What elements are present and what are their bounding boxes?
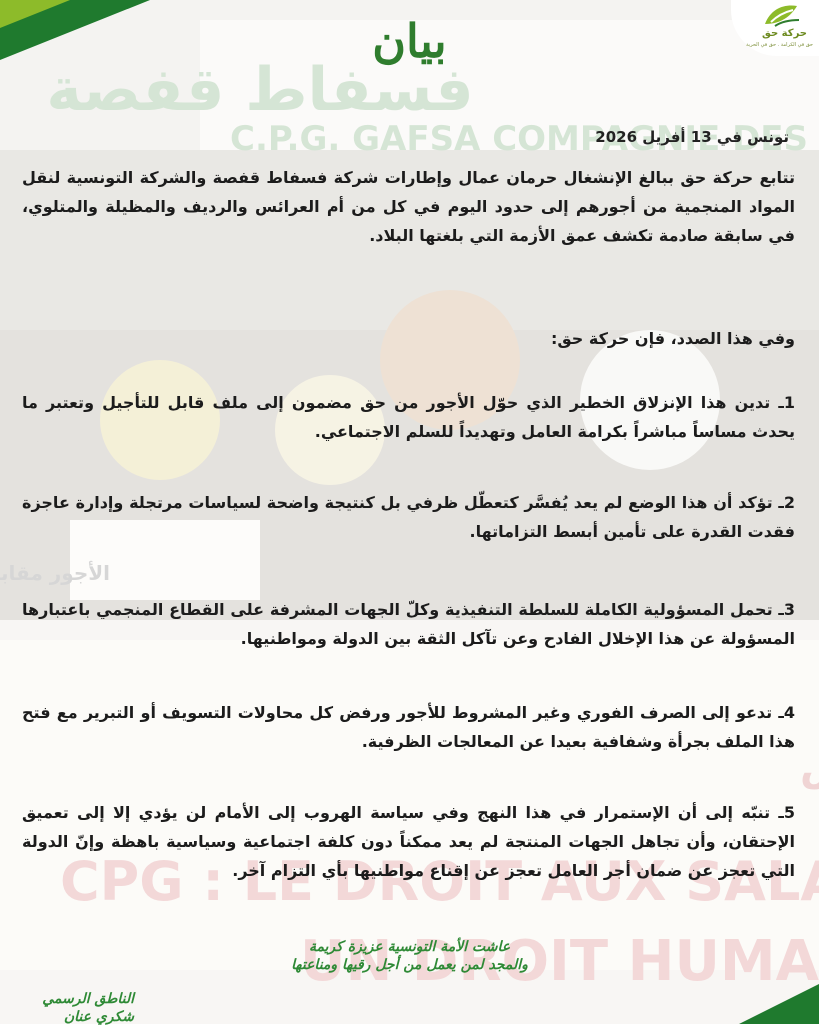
leaf-logo-icon <box>761 2 801 28</box>
corner-decoration-top-left <box>0 0 150 60</box>
lead-sentence: وفي هذا الصدد، فإن حركة حق: <box>550 329 795 348</box>
corner-decoration-bottom-right <box>739 984 819 1024</box>
closing-line-1: عاشت الأمة التونسية عزيزة كريمة <box>308 939 511 955</box>
closing-line-2: والمجد لمن يعمل من أجل رقيها ومناعتها <box>291 957 528 973</box>
intro-paragraph: تتابع حركة حق ببالغ الإنشغال حرمان عمال وإطارات شركة فسفاط قفصة والشركة التونسية لنقل المواد المنجمية من أجورهم إلى حدود اليوم في كل من أم العرائس والرديف والمظيلة والمتلوي، في سابقة صادمة تكشف عمق الأزمة التي بلغتها البلاد. <box>22 168 795 245</box>
point-1: 1ـ تدين هذا الإنزلاق الخطير الذي حوّل الأجور من حق مضمون إلى ملف قابل للتأجيل وتعتبر ما يحدث مساساً مباشراً بكرامة العامل وتهديداً للسلم الاجتماعي. <box>22 393 795 441</box>
point-5: 5ـ تنبّه إلى أن الإستمرار في هذا النهج وفي سياسة الهروب إلى الأمام لن يؤدي إلا إلى تعميق الإحتقان، وأن تجاهل الجهات المنتجة لم يعد ممكناً دون كلفة اجتماعية وسياسية باهظة وإنّ الدولة التي تعجز عن ضمان أجر العامل تعجز عن إقناع مواطنيها بأي التزام آخر. <box>22 803 795 880</box>
point-3: 3ـ تحمل المسؤولية الكاملة للسلطة التنفيذية وكلّ الجهات المشرفة على القطاع المنجمي باعتبارها المسؤولة عن هذا الإخلال الفادح وعن تآكل الثقة بين الدولة ومواطنيها. <box>22 600 795 648</box>
point-4: 4ـ تدعو إلى الصرف الفوري وغير المشروط للأجور ورفض كل محاولات التسويف أو التبرير مع فتح هذا الملف بجرأة وشفافية بعيدا عن المعالجات الظرفية. <box>22 703 795 751</box>
point-2: 2ـ تؤكد أن هذا الوضع لم يعد يُفسَّر كتعطّل ظرفي بل كنتيجة واضحة لسياسات مرتجلة وإدارة عاجزة فقدت القدرة على تأمين أبسط التزاماتها. <box>22 493 795 541</box>
page-title: بيان <box>372 14 447 68</box>
signature-name: شكري عنان <box>63 1009 134 1025</box>
signature-role: الناطق الرسمي <box>42 991 134 1007</box>
logo-slogan: حق في الكرامة . حق في الحرية <box>746 42 813 48</box>
closing-slogan <box>0 938 819 974</box>
signature <box>14 990 134 1026</box>
statement-date: تونس في 13 أفريل 2026 <box>595 128 789 146</box>
logo-name: حركة حق <box>761 28 807 39</box>
